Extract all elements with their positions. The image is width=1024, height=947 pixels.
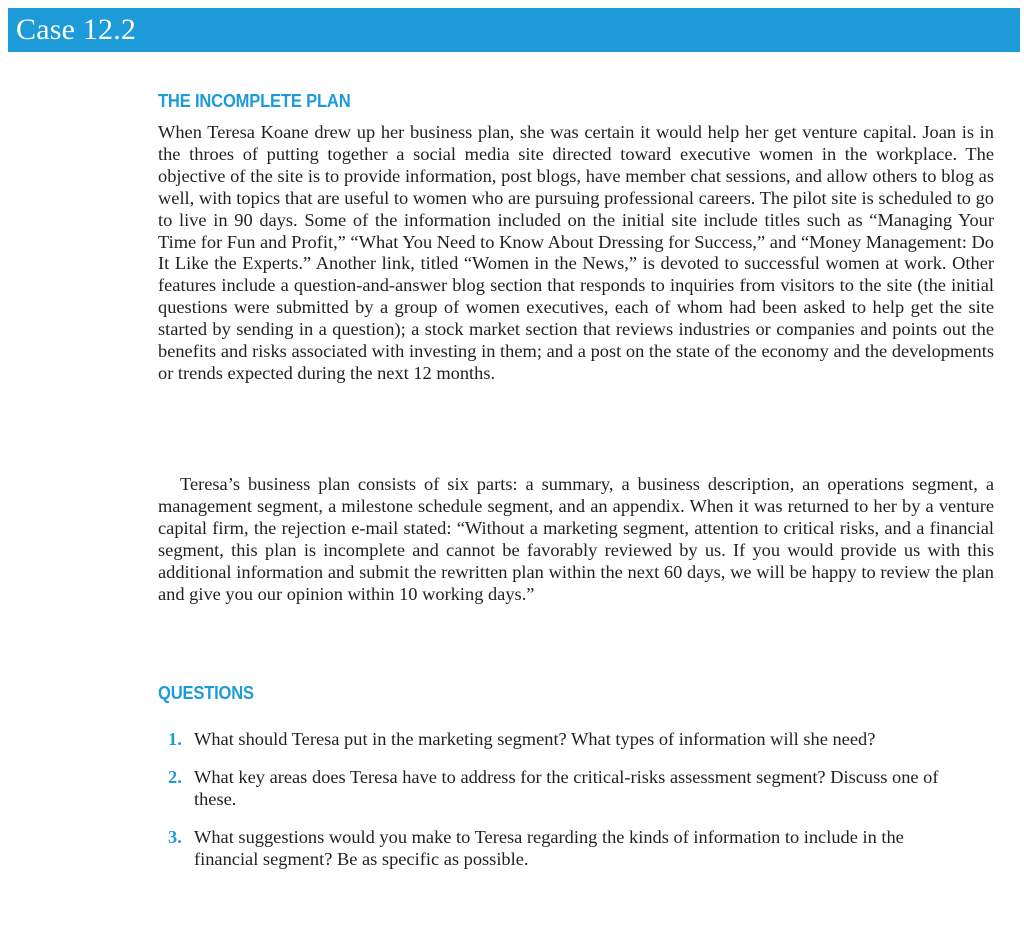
question-number: 1.: [168, 729, 182, 749]
questions-list: [168, 728, 968, 886]
question-number: 3.: [168, 827, 182, 847]
case-banner: [8, 8, 1020, 52]
questions-heading: QUESTIONS: [158, 683, 254, 703]
question-text: What key areas does Teresa have to address for the critical-risks assessment segment? Discuss one of these.: [194, 767, 939, 809]
case-title: Case 12.2: [16, 13, 137, 46]
section-heading: THE INCOMPLETE PLAN: [158, 91, 351, 111]
question-text: What suggestions would you make to Teresa regarding the kinds of information to include in the financial segment? Be as specific as possible.: [194, 827, 904, 869]
question-item: [168, 766, 968, 810]
question-number: 2.: [168, 767, 182, 787]
case-paragraph-2: Teresa’s business plan consists of six parts: a summary, a business description, an operations segment, a management segment, a milestone schedule segment, and an appendix. When it was returned to her by a venture capital firm, the rejection e-mail stated: “Without a marketing segment, attention to critical risks, and a financial segment, this plan is incomplete and cannot be favorably reviewed by us. If you would provide us with this additional information and submit the rewritten plan within the next 60 days, we will be happy to review the plan and give you our opinion within 10 working days.”: [158, 474, 994, 604]
question-text: What should Teresa put in the marketing segment? What types of information will she need?: [194, 729, 876, 749]
case-paragraph-1: When Teresa Koane drew up her business plan, she was certain it would help her get venture capital. Joan is in the throes of putting together a social media site directed toward executive women in the workplace. The objective of the site is to provide information, post blogs, have member chat sessions, and allow others to blog as well, with topics that are useful to women who are pursuing professional careers. The pilot site is scheduled to go to live in 90 days. Some of the information included on the initial site include titles such as “Managing Your Time for Fun and Profit,” “What You Need to Know About Dressing for Success,” and “Money Management: Do It Like the Experts.” Another link, titled “Women in the News,” is devoted to successful women at work. Other features include a question-and-answer blog section that responds to inquiries from visitors to the site (the initial questions were submitted by a group of women executives, each of whom had been asked to help get the site started by sending in a question); a stock market section that reviews industries or companies and points out the benefits and risks associated with investing in them; and a post on the state of the economy and the developments or trends expected during the next 12 months.: [158, 122, 994, 383]
question-item: [168, 826, 968, 870]
question-item: [168, 728, 968, 750]
